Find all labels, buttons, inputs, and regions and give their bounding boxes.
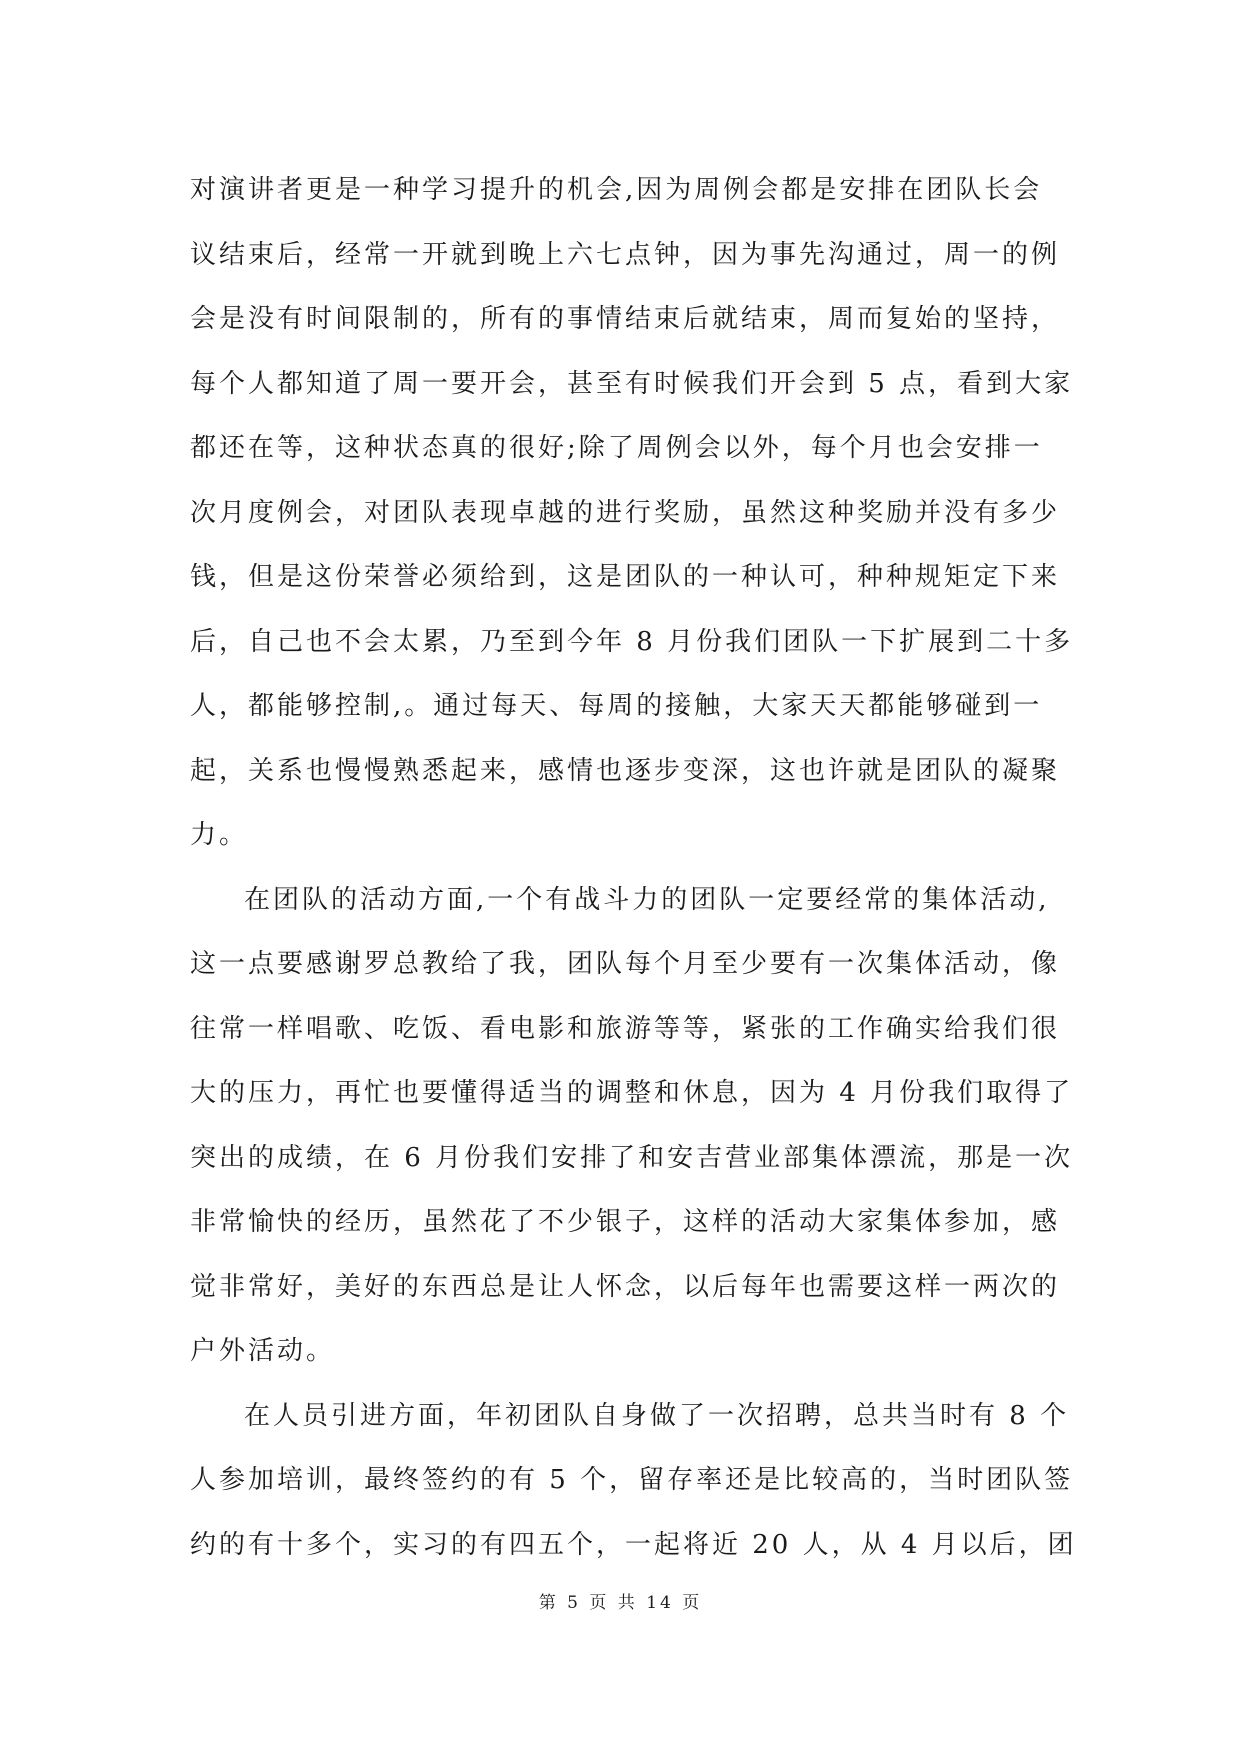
body-text — [190, 158, 1077, 1577]
text-line: 户外活动。 — [190, 1336, 336, 1366]
text-line: 觉非常好，美好的东西总是让人怀念，以后每年也需要这样一两次的 — [190, 1271, 1061, 1302]
text-line: 在团队的活动方面,一个有战斗力的团队一定要经常的集体活动, — [244, 884, 1050, 915]
text-line: 在人员引进方面，年初团队自身做了一次招聘，总共当时有 8 个 — [244, 1400, 1070, 1431]
text-line: 起，关系也慢慢熟悉起来，感情也逐步变深，这也许就是团队的凝聚 — [190, 755, 1061, 786]
text-line: 这一点要感谢罗总教给了我，团队每个月至少要有一次集体活动，像 — [190, 949, 1061, 979]
text-line: 会是没有时间限制的，所有的事情结束后就结束，周而复始的坚持， — [190, 304, 1061, 334]
text-line: 人参加培训，最终签约的有 5 个，留存率还是比较高的，当时团队签 — [190, 1465, 1074, 1495]
text-line: 人，都能够控制,。通过每天、每周的接触，大家天天都能够碰到一 — [190, 691, 1043, 721]
text-line: 力。 — [190, 820, 249, 850]
page-footer: 第 5 页 共 14 页 — [538, 1593, 703, 1613]
text-line: 突出的成绩，在 6 月份我们安排了和安吉营业部集体漂流，那是一次 — [190, 1142, 1074, 1173]
text-line: 议结束后，经常一开就到晚上六七点钟，因为事先沟通过，周一的例 — [190, 239, 1061, 270]
text-line: 非常愉快的经历，虽然花了不少银子，这样的活动大家集体参加，感 — [190, 1207, 1061, 1237]
text-line: 往常一样唱歌、吃饭、看电影和旅游等等，紧张的工作确实给我们很 — [190, 1013, 1061, 1044]
text-line: 对演讲者更是一种学习提升的机会,因为周例会都是安排在团队长会 — [190, 175, 1043, 205]
text-line: 约的有十多个，实习的有四五个，一起将近 20 人，从 4 月以后，团 — [190, 1529, 1077, 1560]
text-line: 后，自己也不会太累，乃至到今年 8 月份我们团队一下扩展到二十多 — [190, 626, 1074, 657]
text-line: 大的压力，再忙也要懂得适当的调整和休息，因为 4 月份我们取得了 — [190, 1078, 1074, 1108]
text-line: 次月度例会，对团队表现卓越的进行奖励，虽然这种奖励并没有多少 — [190, 497, 1061, 528]
text-line: 都还在等，这种状态真的很好;除了周例会以外，每个月也会安排一 — [190, 433, 1043, 463]
text-line: 每个人都知道了周一要开会，甚至有时候我们开会到 5 点，看到大家 — [190, 368, 1074, 399]
text-line: 钱，但是这份荣誉必须给到，这是团队的一种认可，种种规矩定下来 — [190, 562, 1061, 592]
